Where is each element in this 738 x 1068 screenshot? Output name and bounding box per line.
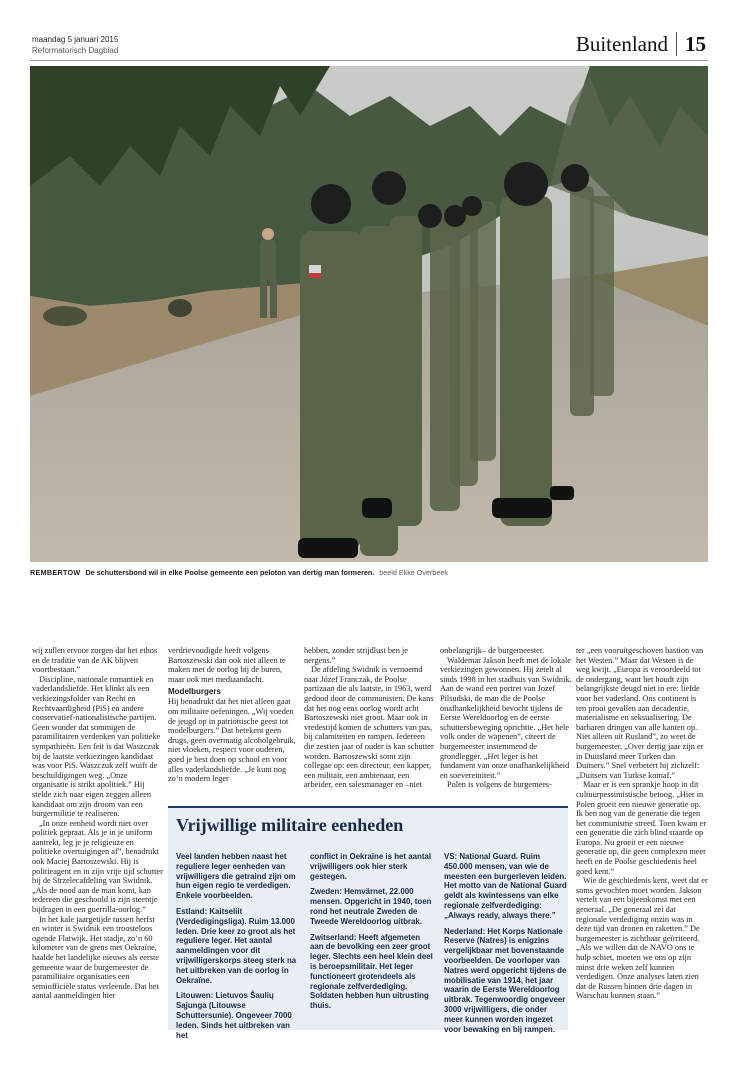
paper-name: Reformatorisch Dagblad — [32, 46, 119, 55]
paragraph: Hij benadrukt dat het niet alleen gaat om militaire oefeningen. „Wij voeden de jeugd op in patriottische geest tot modelburgers.” Dat betekent geen drugs, geen overmatig alcoholgebruik, niet vloeken, respect voor ouderen, goed je best doen op school en voor alles vaderlandsliefde. „Je kunt nog zo’n modern leger — [168, 697, 296, 784]
page-number: 15 — [685, 32, 706, 56]
paragraph: Maar er is een sprankje hoop in dit cultuurpessimistische betoog. „Hier in Polen groeit een nieuwe generatie op. Ik ben nog van de generatie die tegen het communisme streed. Toen kwam er een generatie die zich blind staarde op Europa. Nu groeit er een nieuwe generatie op, die geen complexen meer heeft en de Poolse geschiedenis heel goed kent.” — [576, 780, 707, 876]
info-box-title: Vrijwillige militaire eenheden — [176, 815, 404, 835]
paragraph: wij zullen ervoor zorgen dat het ethos en de traditie van de AK blijven voortbestaan.” — [32, 646, 158, 675]
header-rule — [30, 60, 708, 61]
photo-caption — [30, 568, 708, 577]
issue-date: maandag 5 januari 2015 — [32, 35, 119, 44]
caption-text: De schuttersbond wil in elke Poolse gemeente een peloton van dertig man formeren. — [85, 568, 375, 577]
paragraph: Wie de geschiedenis kent, weet dat er soms gevochten moet worden. Jakson vertelt van een bijeenkomst met een generaal. „De generaal zei dat regionale verdediging onzin was in deze tijd van dronen en raketten.” De burgemeester is zichtbaar geïrriteerd. „Als we willen dat de NAVO ons te hulp schiet, moeten we ons op zijn minst drie weken zelf kunnen verdedigen. Onze analyses laten zien dat de Russen binnen drie dagen in Warschau kunnen staan.” — [576, 876, 708, 1001]
info-paragraph: conflict in Oekraïne is het aantal vrijwilligers ook hier sterk gestegen. — [310, 852, 432, 881]
section-header — [576, 32, 706, 56]
info-box-column-1 — [176, 852, 300, 1046]
paragraph: Waldemar Jakson heeft met de lokale verkiezingen gewonnen. Hij zetelt al sinds 1998 in het stadhuis van Swidnik. Aan de wand een portret van Jozef Pilsudski, de man die de Poolse onafhankelijkheid bevocht tijdens de Eerste Wereldoorlog en de eerste schuttersbeweging oprichtte. „Het hele volk onder de wapenen”, citeert de burgemeester instemmend de grondlegger. „Het leger is het fundament van onze onafhankelijkheid en soevereiniteit.” — [440, 655, 572, 780]
info-box — [168, 806, 568, 1040]
paragraph: Discipline, nationale romantiek en vaderlandsliefde. Het klinkt als een verkiezingsfolder van Recht en Rechtvaardigheid (PiS) en andere conservatief-nationalistische partijen. Geen wonder dat sommigen de paramilitairen verdenken van politieke sympathieën. Een feit is dat Waszczuk bij de laatste verkiezingen kandidaat was voor PiS. Waszczuk zelf wuift de beschuldigingen weg. „Onze organisatie is strikt apolitiek.” Hij stelde zich naar eigen zeggen alleen kandidaat om zijn droom van een burgermilitie te realiseren. — [32, 674, 161, 819]
info-paragraph: Zweden: Hemvärnet, 22.000 mensen. Opgericht in 1940, toen rond het neutrale Zweden de Tweede Wereldoorlog uitbrak. — [310, 887, 432, 926]
info-paragraph: VS: National Guard. Ruim 450.000 mensen, van wie de meesten een burgerleven leiden. Het motto van de National Guard geldt als kwintessens van elke regionale zelfverdediging: „Always ready, always there.” — [444, 852, 567, 920]
subheading: Modelburgers — [168, 687, 221, 697]
caption-location: REMBERTOW — [30, 568, 81, 577]
paragraph: In het kale jaargetijde tussen herfst en winter is Swidnik een troosteloos ogende Flatwijk. Het stadje, zo’n 60 kilometer van de grens met Oekraïne, haalde het landelijke nieuws als eerste gemeente waar de burgemeester de paramilitaire organisaties een semiofficiële status verleende. Dat het aantal aanmeldingen hier — [32, 914, 159, 1001]
paragraph: verdrievoudigde heeft volgens Bartoszewski dan ook niet alleen te maken met de oorlog bij de buren, maar ook met mediaandacht. — [168, 646, 286, 684]
info-box-column-3 — [444, 852, 568, 1040]
article-column-1 — [32, 646, 164, 1001]
article-column-2 — [168, 646, 300, 784]
article-column-5 — [576, 646, 708, 1001]
paragraph: „In onze eenheid wordt niet over politiek gepraat. Als je in je uniform aantrekt, leg je je religieuze en politieke overtuigingen af”, benadrukt ook Maciej Bartoszewski. Hij is politieagent en in zijn vrije tijd schutter bij de Strzelecafdeling van Swidnik. „Als de nood aan de man komt, kan iedereen die geschoold is zijn steentje bijdragen in een guerrilla-oorlog.” — [32, 818, 163, 915]
info-paragraph: Zwitserland: Heeft afgemeten aan de bevolking een zeer groot leger. Slechts een heel klein deel is beroepsmilitair. Het leger functioneert grotendeels als regionale zelfverdediging. Soldaten hebben hun uitrusting thuis. — [310, 932, 433, 1011]
article-photo — [30, 66, 708, 562]
paragraph: hebben, zonder strijdlust ben je nergens.” — [304, 646, 408, 665]
article-column-4 — [440, 646, 572, 790]
info-paragraph: Nederland: Het Korps Nationale Reserve (Natres) is enigzins vergelijkbaar met bovenstaande voorbeelden. De voorloper van Natres werd opgericht tijdens de mobilisatie van 1914, het jaar waarin de Eerste Wereldoorlog uitbrak. Tegenwoordig ongeveer 3000 vrijwilligers, die onder meer kunnen worden ingezet voor bewaking en bij rampen. — [444, 926, 567, 1034]
masthead — [32, 34, 118, 56]
info-paragraph: Veel landen hebben naast het reguliere leger eenheden van vrijwilligers die getraind zijn om hun eigen regio te verdedigen. Enkele voorbeelden. — [176, 852, 296, 901]
paragraph: ter „een vooruitgeschoven bastion van het Westen.” Maar dat Westen is de weg kwijt. „Europa is veroordeeld tot de ondergang, want het houdt zijn belangrijkste deugd niet in ere: liefde voor het vaderland. Ons continent is ten prooi gevallen aan decadentie, materialisme en seksualisering. De barbaren dringen van alle kanten op. Niet alleen uit Rusland”, zo weet de burgemeester. „Over dertig jaar zijn er in Duitsland meer Turken dan Duitsers.” Snel verbetert hij zichzelf: „Duitsers van Turkse komaf.” — [576, 646, 704, 780]
paragraph: Polen is volgens de burgemees- — [447, 780, 552, 790]
info-paragraph: Litouwen: Lietuvos Šaulių Sąjunga (Litouwse Schuttersunie). Ongeveer 7000 leden. Sinds het uitbreken van het — [176, 991, 292, 1040]
paragraph: onbelangrijk– de burgemeester. — [440, 646, 545, 655]
paragraph: De afdeling Swidnik is vernoemd naar Józef Franczak, de Poolse partizaan die als laatste, in 1963, werd gedood door de communisten. De kans dat het nog eens oorlog wordt acht Bartoszewski niet groot. Maar ook in vredestijd komen de schutters van pas, bij calamiteiten en rampen. Iedereen die zestien jaar of ouder is kan schutter worden. Bartoszewski somt zijn collegae op: een directeur, een kapper, een militair, een ambtenaar, een arbeider, een salesmanager en –niet — [304, 665, 434, 790]
article-column-3 — [304, 646, 436, 790]
info-paragraph: Estland: Kaitseliit (Verdedigingsliga). Ruim 13.000 leden. Drie keer zo groot als het reguliere leger. Het aantal aanmeldingen voor dit vrijwilligerskorps steeg sterk na het uitbreken van de oorlog in Oekraïne. — [176, 906, 297, 985]
section-title: Buitenland — [576, 32, 677, 56]
info-box-column-2 — [310, 852, 434, 1017]
photo-credit: beeld Ekke Overbeek — [379, 568, 448, 577]
